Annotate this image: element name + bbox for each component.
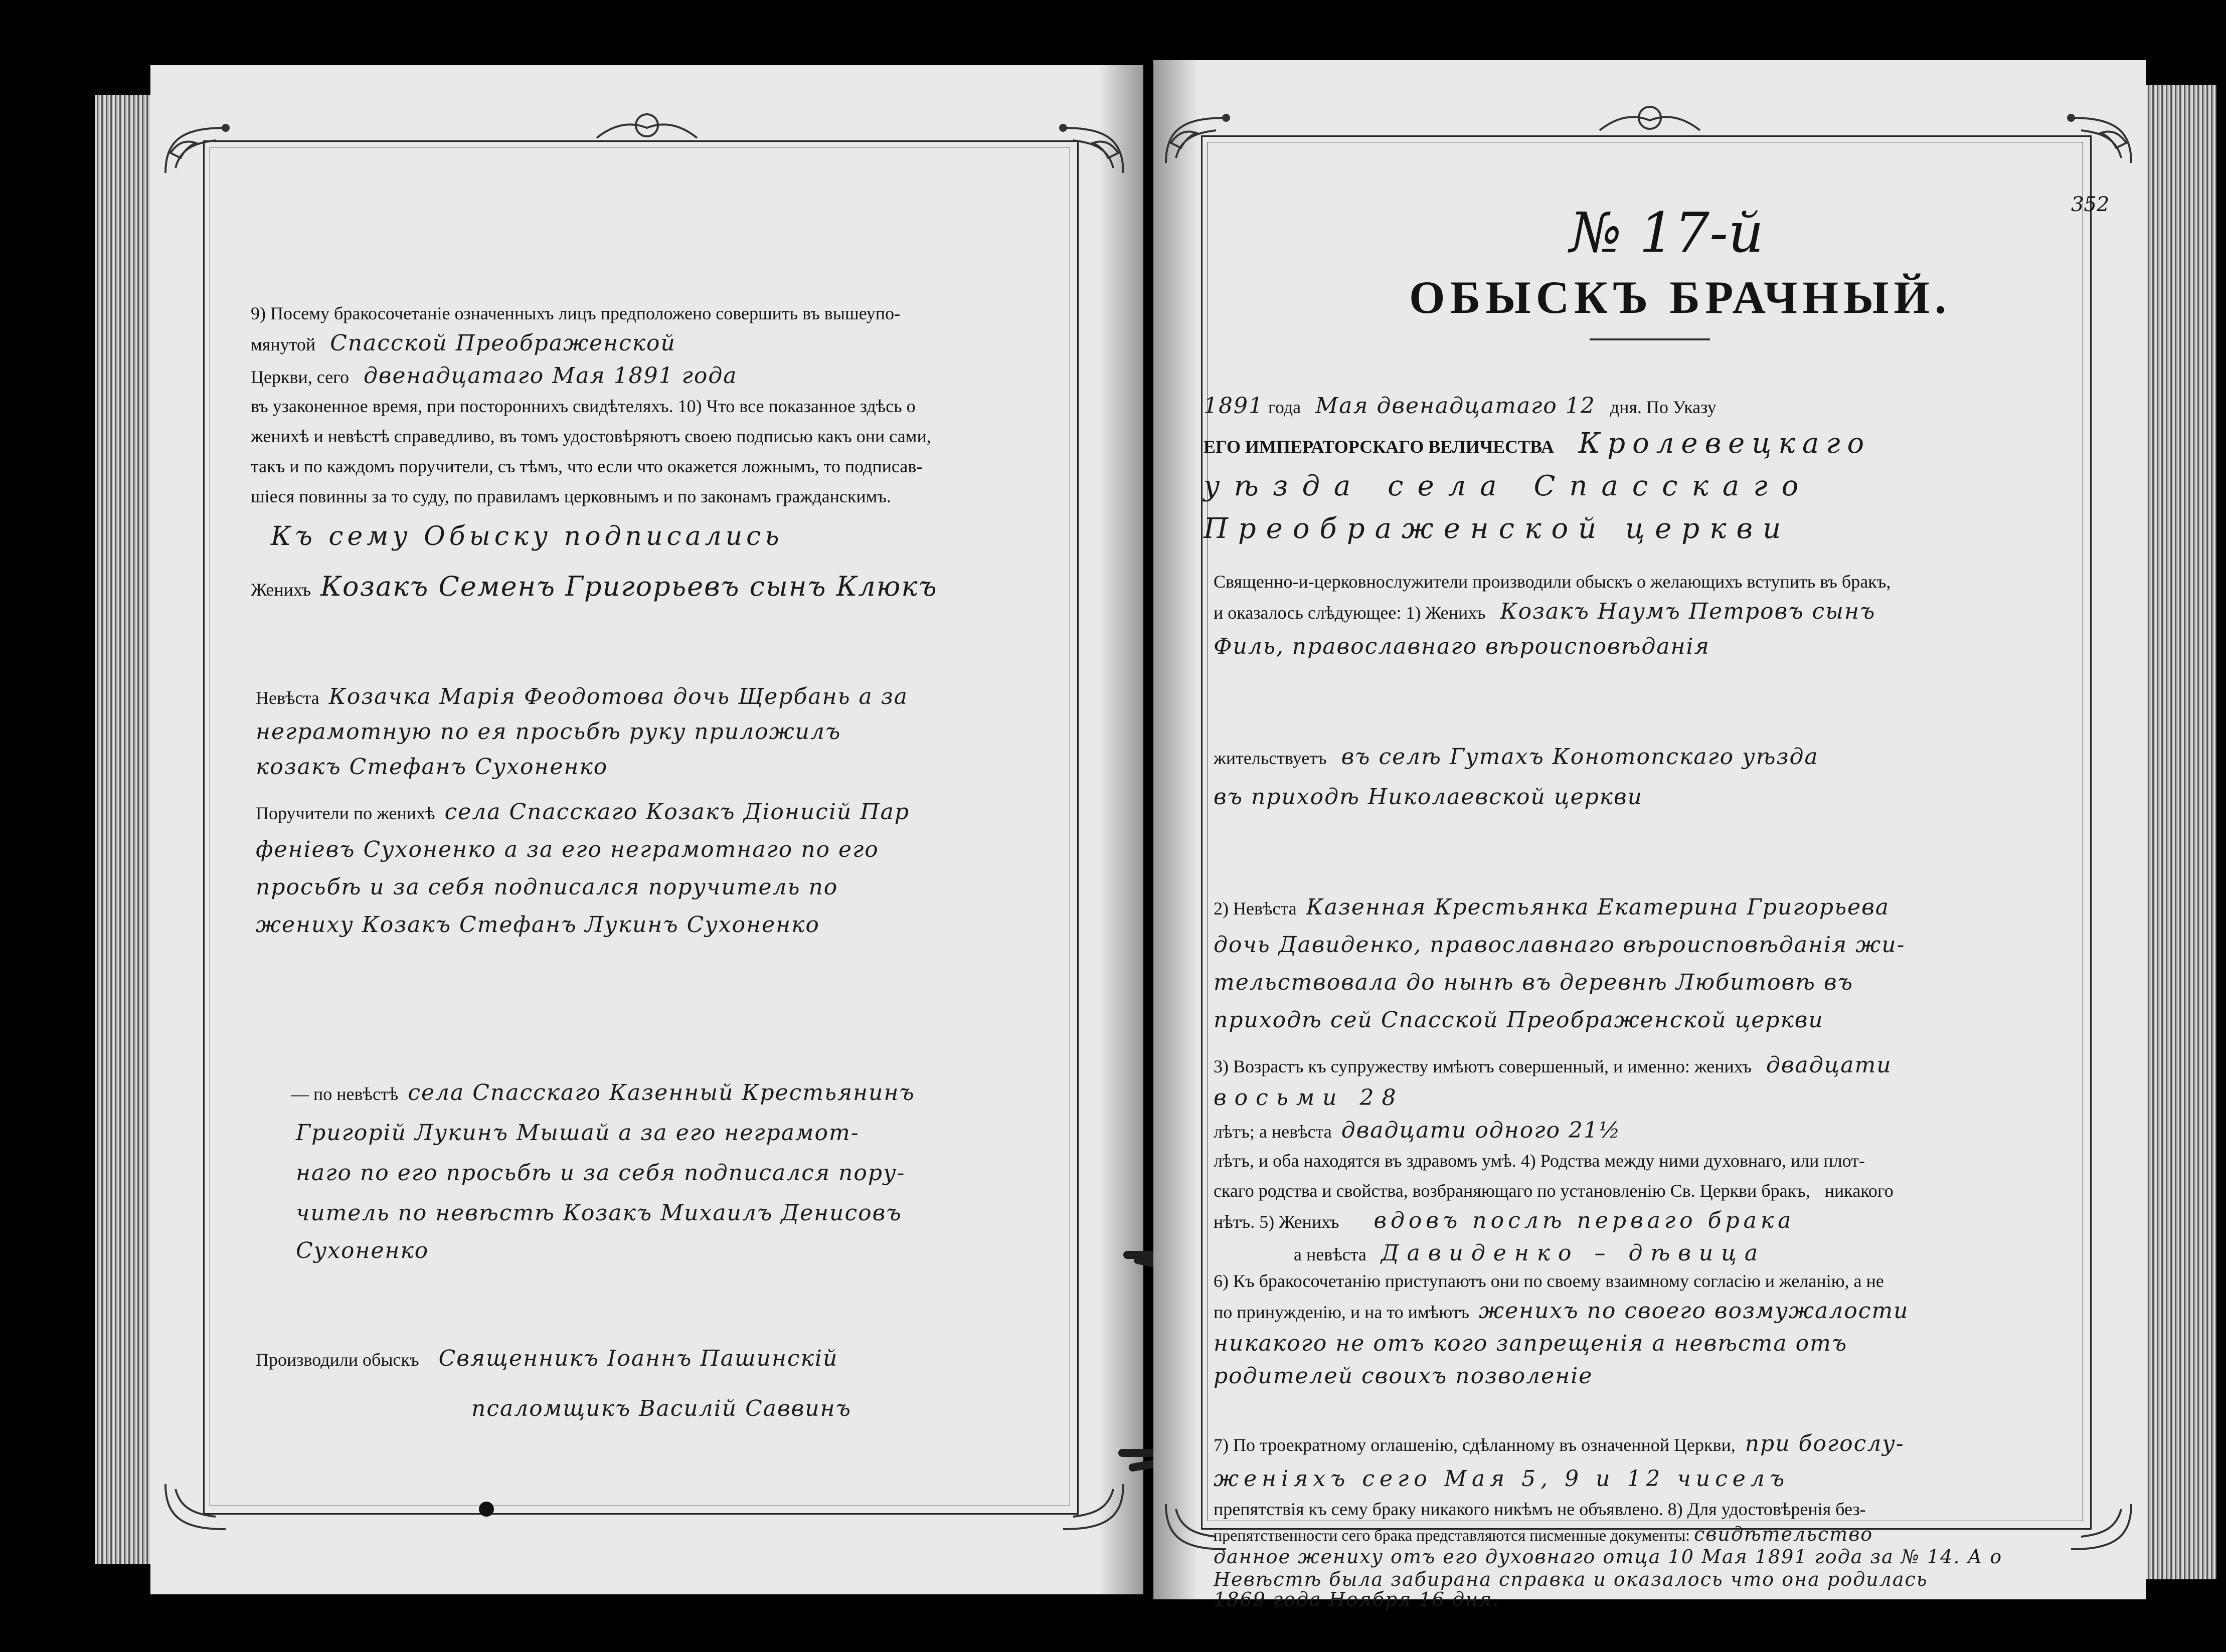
village-handwritten: уѣзда села Спасскаго [1204, 470, 1813, 502]
church-handwritten: Преображенской церкви [1204, 512, 1791, 545]
psalmist-signature: псаломщикъ Василій Саввинъ [471, 1396, 851, 1421]
banns-label: 7) По троекратному оглашенію, сдѣланному въ означенной Церкви, [1214, 1435, 1736, 1455]
groom-signature-row [251, 571, 938, 602]
bride-age: двадцати одного 21½ [1341, 1118, 1621, 1143]
bride-guarantors-row [291, 1080, 915, 1106]
date-row [1204, 393, 1717, 419]
bride-line-2: дочь Давиденко, православнаго вѣроисповѣданія жи- [1214, 932, 1906, 958]
bride-label: Невѣста [256, 688, 319, 708]
para9-label: мянутой [251, 334, 316, 354]
bride-status-label: а невѣста [1294, 1244, 1366, 1264]
age-label-2: лѣтъ; а невѣста [1214, 1122, 1332, 1142]
corner-ornament-icon [1043, 1474, 1133, 1539]
bride-guarantors-line-3: наго по его просьбѣ и за себя подписался пору- [296, 1160, 906, 1186]
parish-handwritten: въ приходѣ Николаевской церкви [1214, 784, 1643, 810]
groom-guarantors-label: Поручители по женихѣ [256, 803, 435, 823]
conducted-by-label: Производили обыскъ [256, 1350, 419, 1370]
gutter-shadow-left [1098, 65, 1143, 1594]
para9-line-4: въ узаконенное время, при постороннихъ свидѣтеляхъ. 10) Что все показанное здѣсь о [251, 396, 916, 416]
age-row-3 [1214, 1118, 1621, 1143]
document-title: ОБЫСКЪ БРАЧНЫЙ. [1409, 272, 1951, 323]
bride-status: Давиденко – дѣвица [1381, 1240, 1766, 1266]
groom-guarantors-line-1: села Спасскаго Козакъ Діонисій Пар [444, 799, 910, 825]
bride-row [1214, 894, 1890, 920]
groom-age-2: восьми 28 [1214, 1085, 1404, 1111]
bride-status-row [1294, 1240, 1766, 1266]
date-handwritten: Мая двенадцатаго 12 [1315, 393, 1596, 419]
record-number: № 17-й [1570, 201, 1764, 265]
groom-marital-status: вдовъ послѣ перваго брака [1374, 1208, 1795, 1233]
date-year: 1891 [1204, 393, 1264, 419]
para9-line-2 [251, 330, 676, 356]
bride-line-1: Казенная Крестьянка Екатерина Григорьева [1306, 894, 1890, 920]
left-page [150, 65, 1143, 1594]
para9-line-5: женихѣ и невѣстѣ справедливо, въ томъ удостовѣряютъ своею подписью какъ они сами, [251, 426, 931, 446]
age-row-1 [1214, 1052, 1892, 1078]
title-divider [1590, 338, 1710, 340]
bride-signature-line-3: козакъ Стефанъ Сухоненко [256, 754, 608, 780]
residence-handwritten: въ селѣ Гутахъ Конотопскаго уѣзда [1341, 744, 1819, 770]
bride-guarantors-label: — по невѣстѣ [291, 1084, 399, 1104]
kinship-row [1214, 1181, 1894, 1201]
ink-blot [479, 1502, 494, 1517]
church-name-handwritten: Спасской Преображенской [330, 330, 676, 356]
church-label: Церкви, сего [251, 367, 349, 387]
banns-line-1: при богослу- [1745, 1431, 1905, 1456]
resides-label: жительствуетъ [1214, 748, 1327, 768]
crest-ornament-icon [592, 108, 702, 153]
health-line: лѣтъ, и оба находятся въ здравомъ умѣ. 4) Родства между ними духовнаго, или плот- [1214, 1151, 1865, 1171]
groom-age-1: двадцати [1766, 1052, 1892, 1078]
docs-line-3: Невѣстѣ была забирана справка и оказалось что она родилась [1214, 1568, 1928, 1590]
banns-line-2: женіяхъ сего Мая 5, 9 и 12 чиселъ [1214, 1466, 1790, 1492]
groom-label: Женихъ [251, 580, 311, 600]
bride-label-right: 2) Невѣста [1214, 898, 1297, 919]
age-label: 3) Возрастъ къ супружеству имѣютъ совершенный, и именно: женихъ [1214, 1056, 1752, 1076]
groom-row [1214, 599, 1876, 624]
consent-row [1214, 1298, 1909, 1324]
bride-signature-line-2: неграмотную по ея просьбѣ руку приложилъ [256, 719, 841, 745]
para9-line-1: 9) Посему бракосочетаніе означенныхъ лицъ предположено совершить въ вышеупо- [251, 303, 901, 323]
docs-line-4: 1869 года Ноября 16 дня. [1214, 1588, 1500, 1610]
docs-line-1: свидѣтельство [1693, 1523, 1873, 1545]
corner-ornament-icon [155, 1474, 246, 1539]
conducted-by-row [256, 1346, 838, 1371]
corner-ornament-icon [2051, 1494, 2141, 1559]
groom-signature: Козакъ Семенъ Григорьевъ сынъ Клюкъ [320, 571, 938, 602]
bride-line-4: приходѣ сей Спасской Преображенской церкви [1214, 1007, 1824, 1033]
decree-label: дня. По Указу [1610, 397, 1717, 417]
consent-line-2: никакого не отъ кого запрещенія а невѣста отъ [1214, 1331, 1848, 1356]
bride-guarantors-line-2: Григорій Лукинъ Мышай а за его неграмот- [296, 1120, 860, 1146]
bride-guarantors-line-5: Сухоненко [296, 1238, 429, 1263]
bride-signature-row [256, 684, 908, 709]
priest-signature: Священникъ Іоаннъ Пашинскій [438, 1346, 838, 1371]
corner-ornament-icon [1043, 118, 1133, 183]
groom-guarantors-line-3: просьбѣ и за себя подписался поручитель по [256, 874, 838, 900]
para9-line-6: такъ и по каждомъ поручители, съ тѣмъ, что если что окажется ложнымъ, то подписав- [251, 456, 923, 476]
docs-line-2: данное жениху отъ его духовнаго отца 10 Мая 1891 года за № 14. А о [1214, 1546, 2003, 1568]
corner-ornament-icon [1156, 108, 1246, 173]
date-label-year: года [1268, 397, 1301, 417]
uezd-name-handwritten: Кролевецкаго [1578, 427, 1871, 460]
bride-guarantors-line-1: села Спасскаго Казенный Крестьянинъ [408, 1080, 915, 1106]
page-number: 352 [2071, 193, 2110, 216]
docs-label: препятственности сего брака представляются писменные документы: [1214, 1526, 1690, 1544]
para9-line-7: шіеся повинны за то суду, по правиламъ церковнымъ и по законамъ гражданскимъ. [251, 486, 891, 506]
majesty-row [1204, 427, 1871, 460]
age-row-2 [1214, 1085, 1404, 1111]
kinship-value: никакого [1824, 1181, 1894, 1201]
consent-line-1: женихъ по своего возмужалости [1479, 1298, 1909, 1324]
groom-faith-handwritten: Филь, православнаго вѣроисповѣданія [1214, 634, 1710, 659]
signed-heading-handwritten: Къ сему Обыску подписались [271, 521, 783, 552]
corner-ornament-icon [2051, 108, 2141, 173]
corner-ornament-icon [155, 118, 246, 183]
groom-guarantors-line-4: жениху Козакъ Стефанъ Лукинъ Сухоненко [256, 912, 820, 938]
page-edges-left [95, 95, 150, 1564]
majesty-label: ЕГО ИМПЕРАТОРСКАГО ВЕЛИЧЕСТВА [1204, 437, 1554, 457]
gutter-shadow-right [1153, 60, 1198, 1599]
groom-guarantors-line-2: феніевъ Сухоненко а за его неграмотнаго по его [256, 837, 879, 862]
docs-row [1214, 1524, 1873, 1545]
groom-name-handwritten: Козакъ Наумъ Петровъ сынъ [1500, 599, 1876, 624]
consent-label: по принужденію, и на то имѣютъ [1214, 1302, 1470, 1322]
right-page [1153, 60, 2146, 1610]
page-edges-right [2146, 85, 2216, 1579]
crest-ornament-icon [1595, 100, 1705, 145]
banns-row [1214, 1431, 1905, 1456]
marital-row [1214, 1208, 1795, 1233]
bride-line-3: тельствовала до нынѣ въ деревнѣ Любитовѣ въ [1214, 970, 1853, 995]
para9-line-3 [251, 363, 738, 389]
groom-guarantors-row [256, 799, 910, 825]
clergy-line: Священно-и-церковнослужители производили обыскъ о желающихъ вступить въ бракъ, [1214, 572, 1891, 592]
bride-guarantors-line-4: читель по невѣстѣ Козакъ Михаилъ Денисовъ [296, 1200, 902, 1226]
wedding-date-handwritten: двенадцатаго Мая 1891 года [364, 363, 738, 389]
net-label: нѣтъ. 5) Женихъ [1214, 1212, 1339, 1232]
kinship-line: скаго родства и свойства, возбраняющаго по установленію Св. Церкви бракъ, [1214, 1181, 1810, 1201]
bride-signature-line-1: Козачка Марія Феодотова дочь Щербань а за [328, 684, 908, 709]
consent-line: 6) Къ бракосочетанію приступаютъ они по своему взаимному согласію и желанію, а не [1214, 1271, 1884, 1291]
residence-row [1214, 744, 1819, 770]
consent-line-3: родителей своихъ позволеніе [1214, 1363, 1593, 1389]
found-label: и оказалось слѣдующее: 1) Женихъ [1214, 603, 1486, 623]
impediment-line: препятствія къ сему браку никакого никѣмъ не объявлено. 8) Для удостовѣренія без- [1214, 1499, 1866, 1519]
